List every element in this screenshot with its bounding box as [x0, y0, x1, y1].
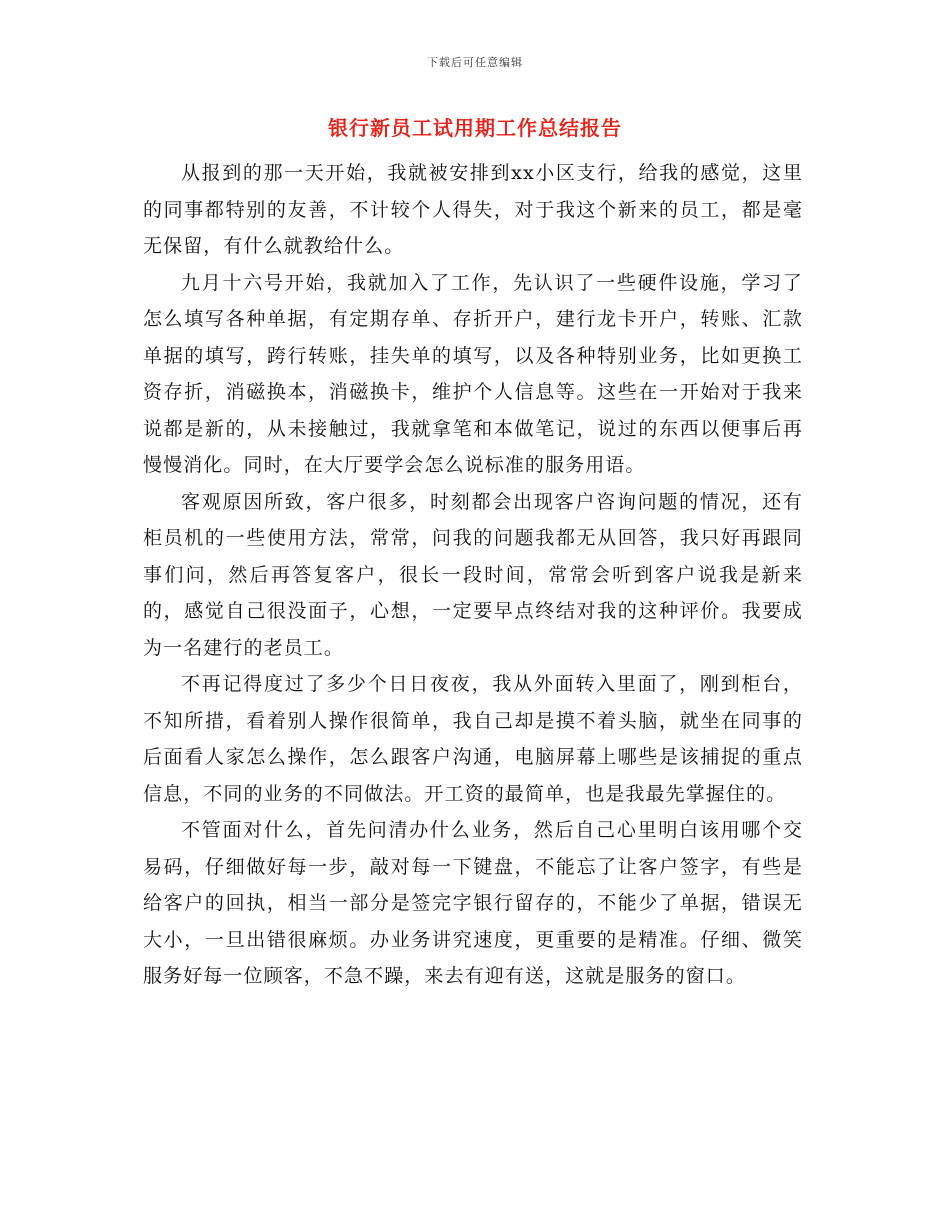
document-body — [143, 155, 803, 995]
document-title: 银行新员工试用期工作总结报告 — [328, 116, 622, 140]
paragraph: 九月十六号开始，我就加入了工作，先认识了一些硬件设施，学习了怎么填写各种单据，有定期存单、存折开户，建行龙卡开户，转账、汇款单据的填写，跨行转账，挂失单的填写，以及各种特别业务，比如更换工资存折，消磁换本，消磁换卡，维护个人信息等。这些在一开始对于我来说都是新的，从未接触过，我就拿笔和本做笔记，说过的东西以便事后再慢慢消化。同时，在大厅要学会怎么说标准的服务用语。 — [143, 271, 803, 476]
paragraph: 客观原因所致，客户很多，时刻都会出现客户咨询问题的情况，还有柜员机的一些使用方法，常常，问我的问题我都无从回答，我只好再跟同事们问，然后再答复客户，很长一段时间，常常会听到客户说我是新来的，感觉自己很没面子，心想，一定要早点终结对我的这种评价。我要成为一名建行的老员工。 — [143, 490, 803, 659]
header-note: 下载后可任意编辑 — [427, 56, 523, 69]
paragraph: 不再记得度过了多少个日日夜夜，我从外面转入里面了，刚到柜台，不知所措，看着别人操作很简单，我自己却是摸不着头脑，就坐在同事的后面看人家怎么操作，怎么跟客户沟通，电脑屏幕上哪些是该捕捉的重点信息，不同的业务的不同做法。开工资的最简单，也是我最先掌握住的。 — [143, 673, 803, 805]
paragraph: 不管面对什么，首先问清办什么业务，然后自己心里明白该用哪个交易码，仔细做好每一步，敲对每一下键盘，不能忘了让客户签字，有些是给客户的回执，相当一部分是签完字银行留存的，不能少了单据，错误无大小，一旦出错很麻烦。办业务讲究速度，更重要的是精准。仔细、微笑服务好每一位顾客，不急不躁，来去有迎有送，这就是服务的窗口。 — [143, 819, 803, 987]
paragraph: 从报到的那一天开始，我就被安排到xx小区支行，给我的感觉，这里的同事都特别的友善，不计较个人得失，对于我这个新来的员工，都是毫无保留，有什么就教给什么。 — [143, 162, 803, 257]
